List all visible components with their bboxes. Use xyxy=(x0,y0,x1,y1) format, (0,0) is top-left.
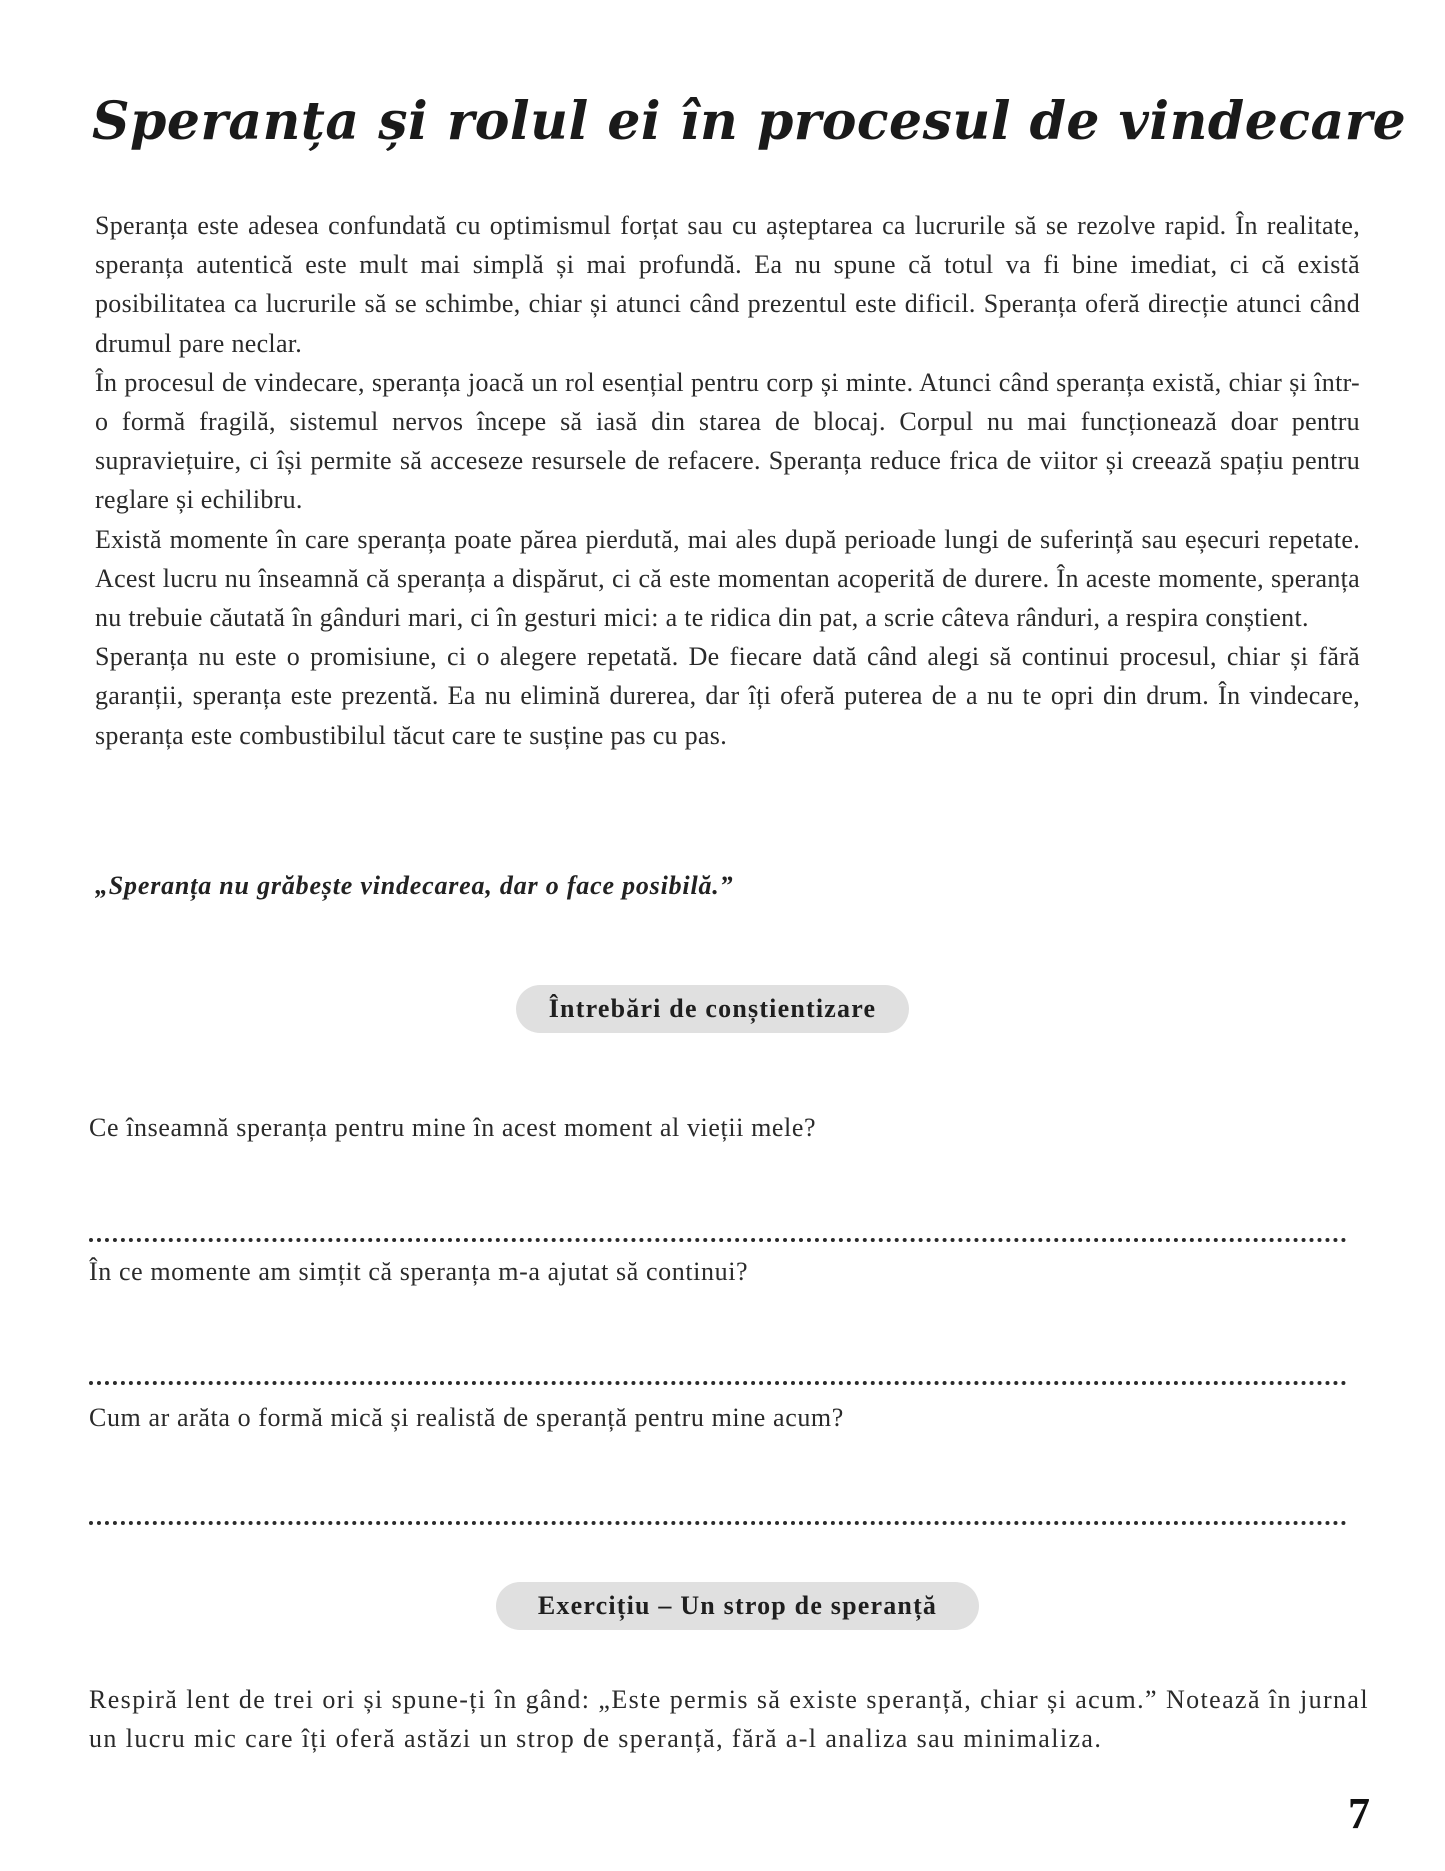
page-title: Speranța și rolul ei în procesul de vindecare xyxy=(92,91,1407,152)
paragraph: Există momente în care speranța poate părea pierdută, mai ales după perioade lungi de suferință sau eșecuri repetate. Acest lucru nu înseamnă că speranța a dispărut, ci că este momentan acoperită de durere. În aceste momente, speranța nu trebuie căutată în gânduri mari, ci în gesturi mici: a te ridica din pat, a scrie câteva rânduri, a respira conștient. xyxy=(95,524,1360,633)
question-1: Ce înseamnă speranța pentru mine în acest moment al vieții mele? xyxy=(89,1113,817,1142)
exercise-text: Respiră lent de trei ori și spune-ți în gând: „Este permis să existe speranță, chiar și acum.” Notează în jurnal un lucru mic care îți oferă astăzi un strop de speranță, fără a-l analiza sau minimaliza. xyxy=(89,1685,1369,1753)
paragraph: În procesul de vindecare, speranța joacă un rol esențial pentru corp și minte. Atunci când speranța există, chiar și într-o formă fragilă, sistemul nervos începe să iasă din starea de blocaj. Corpul nu mai funcționează doar pentru supraviețuire, ci își permite să acceseze resursele de refacere. Speranța reduce frica de viitor și creează spațiu pentru reglare și echilibru. xyxy=(95,367,1360,515)
quote: „Speranța nu grăbește vindecarea, dar o face posibilă.” xyxy=(95,871,734,900)
answer-line-1[interactable] xyxy=(89,1238,1347,1242)
answer-line-3[interactable] xyxy=(89,1521,1347,1525)
paragraph: Speranța este adesea confundată cu optimismul forțat sau cu așteptarea ca lucrurile să se rezolve rapid. În realitate, speranța autentică este mult mai simplă și mai profundă. Ea nu spune că totul va fi bine imediat, ci că există posibilitatea ca lucrurile să se schimbe, chiar și atunci când prezentul este dificil. Speranța oferă direcție atunci când drumul pare neclar. xyxy=(95,211,1360,358)
answer-line-2[interactable] xyxy=(89,1381,1347,1385)
page-number: 7 xyxy=(1348,1789,1370,1838)
question-2: În ce momente am simțit că speranța m-a ajutat să continui? xyxy=(89,1257,749,1286)
intro-text xyxy=(95,206,1360,755)
questions-heading: Întrebări de conștientizare xyxy=(516,985,909,1033)
exercise-heading: Exercițiu – Un strop de speranță xyxy=(496,1582,979,1630)
question-3: Cum ar arăta o formă mică și realistă de speranță pentru mine acum? xyxy=(89,1403,844,1432)
paragraph: Speranța nu este o promisiune, ci o alegere repetată. De fiecare dată când alegi să continui procesul, chiar și fără garanții, speranța este prezentă. Ea nu elimină durerea, dar îți oferă puterea de a nu te opri din drum. În vindecare, speranța este combustibilul tăcut care te susține pas cu pas. xyxy=(95,642,1360,750)
